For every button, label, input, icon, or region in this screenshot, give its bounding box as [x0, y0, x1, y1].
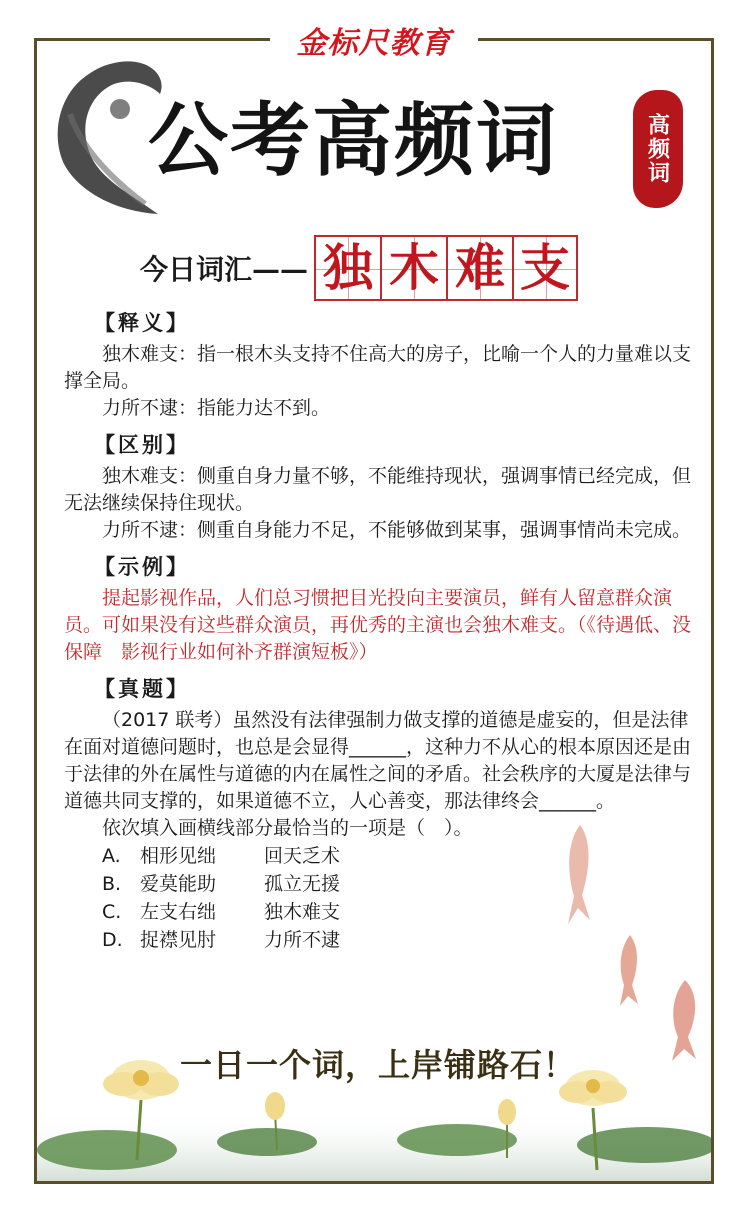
koi-fish-icon	[560, 820, 600, 930]
page-title: 公考高频词	[148, 93, 558, 187]
example-text: 提起影视作品，人们总习惯把目光投向主要演员，鲜有人留意群众演员。可如果没有这些群众演员，再优秀的主演也会独木难支。（《待遇低、没保障 影视行业如何补齐群演短板》）	[64, 587, 692, 663]
question-prompt: 依次填入画横线部分最恰当的一项是（ ）。	[102, 817, 473, 839]
option-second: 力所不逮	[264, 929, 341, 951]
word-char: 木	[389, 238, 440, 297]
word-cell	[380, 235, 446, 301]
word-char: 支	[520, 238, 571, 297]
seal-stamp	[633, 90, 683, 208]
answer-options	[102, 842, 694, 954]
brand-logo: 金标尺教育	[296, 26, 452, 61]
option-first: 爱莫能助	[140, 873, 217, 895]
slogan: 一日一个词，上岸铺路石！	[179, 1046, 576, 1084]
difference-line: 独木难支：侧重自身力量不够，不能维持现状，强调事情已经完成，但无法继续保持住现状。	[64, 465, 692, 514]
option-first: 左支右绌	[140, 901, 217, 923]
word-cell	[446, 235, 512, 301]
question-text: （2017 联考）虽然没有法律强制力做支撑的道德是虚妄的，但是法律在面对道德问题时，也总是会显得______，这种力不从心的根本原因还是由于法律的外在属性与道德的内在属性之间的矛盾。社会秩序的大厦是法律与道德共同支撑的，如果道德不立，人心善变，那法律终会______。	[64, 709, 692, 812]
option-key: C.	[102, 901, 122, 923]
option-key: A.	[102, 845, 121, 867]
answer-option	[102, 926, 694, 954]
word-char: 独	[323, 238, 374, 297]
meaning-line: 独木难支：指一根木头支持不住高大的房子，比喻一个人的力量难以支撑全局。	[64, 343, 692, 392]
meaning-heading: 【释义】	[94, 311, 190, 335]
word-grid	[314, 235, 578, 301]
option-first: 捉襟见肘	[140, 929, 217, 951]
word-cell	[314, 235, 380, 301]
difference-line: 力所不逮：侧重自身能力不足，不能够做到某事，强调事情尚未完成。	[102, 519, 692, 541]
today-label: 今日词汇——	[140, 253, 309, 286]
brand-header	[270, 20, 478, 60]
word-cell	[512, 235, 578, 301]
answer-option	[102, 842, 694, 870]
seal-text: 高频词	[644, 113, 671, 185]
today-word-row	[140, 232, 578, 304]
difference-heading: 【区别】	[94, 433, 190, 457]
word-char: 难	[455, 238, 506, 297]
koi-fish-icon	[610, 930, 650, 1010]
answer-option	[102, 870, 694, 898]
option-key: B.	[102, 873, 122, 895]
option-second: 孤立无援	[264, 873, 341, 895]
meaning-line: 力所不逮：指能力达不到。	[102, 397, 331, 419]
question-heading: 【真题】	[94, 677, 190, 701]
example-heading: 【示例】	[94, 555, 190, 579]
answer-option	[102, 898, 694, 926]
option-second: 回天乏术	[264, 845, 341, 867]
option-key: D.	[102, 929, 123, 951]
option-first: 相形见绌	[140, 845, 217, 867]
option-second: 独木难支	[264, 901, 341, 923]
